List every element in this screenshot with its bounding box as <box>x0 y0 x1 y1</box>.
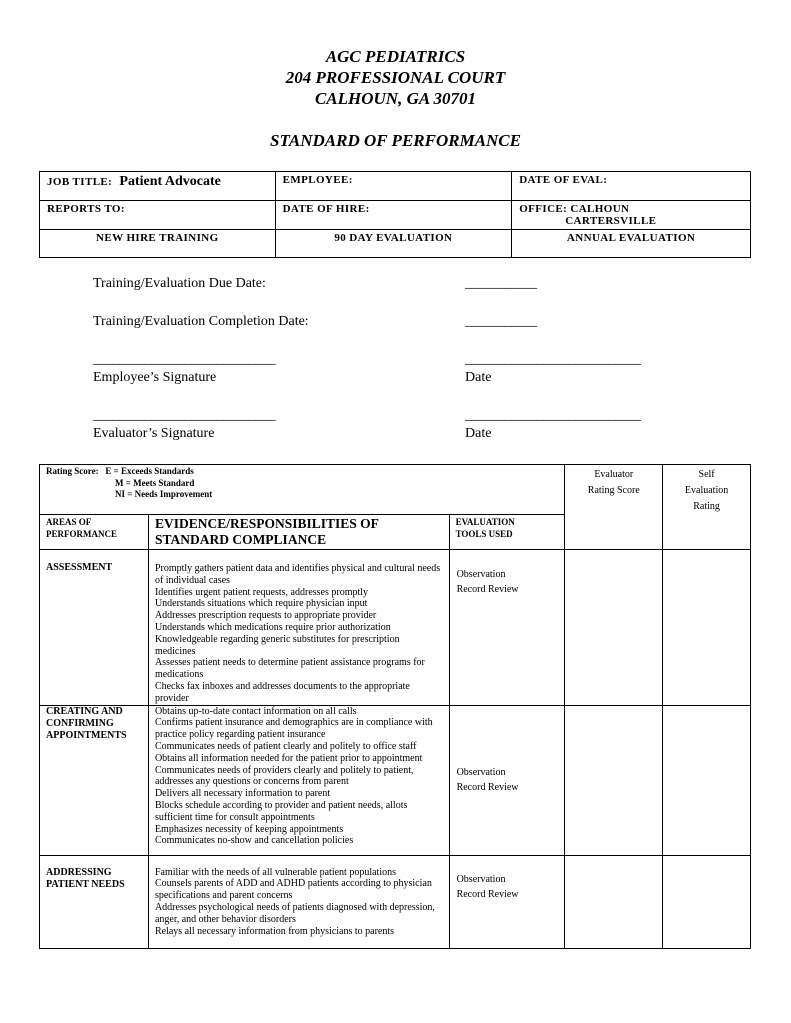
area-label: APPOINTMENTS <box>46 729 127 741</box>
rating-ni: NI = Needs Improvement <box>115 489 213 499</box>
employee-signature-label: Employee’s Signature <box>93 370 217 385</box>
evaluator-signature-line: ____________________________ <box>93 408 275 423</box>
section-row <box>40 705 751 855</box>
evaluator-date-label: Date <box>465 426 492 441</box>
area-label: ADDRESSING <box>46 866 112 878</box>
completion-date-label: Training/Evaluation Completion Date: <box>93 314 309 329</box>
evidence-item: Relays all necessary information from physicians to parents <box>154 925 395 937</box>
evidence-item: Checks fax inboxes and addresses documents to the appropriate provider <box>154 680 410 704</box>
ninety-day-evaluation: 90 DAY EVALUATION <box>275 230 512 258</box>
area-cell <box>40 550 149 706</box>
section-row <box>40 855 751 948</box>
self-rating-line3: Rating <box>693 501 720 512</box>
area-cell <box>40 705 149 855</box>
tool-record-review: Record Review <box>456 782 519 794</box>
completion-date-blank: ___________ <box>465 314 537 329</box>
employee-date-label: Date <box>465 370 492 385</box>
rating-m: M = Meets Standard <box>115 477 195 488</box>
evidence-item: Communicates needs of providers clearly and politely to patient, addresses any questions or concerns from parent <box>154 764 414 788</box>
rating-e: E = Exceeds Standards <box>105 466 194 476</box>
evidence-item: Confirms patient insurance and demographics are in compliance with practice policy regarding patient insurance <box>154 717 433 741</box>
areas-header-line2: PERFORMANCE <box>46 529 117 539</box>
tool-observation: Observation <box>456 569 506 580</box>
evidence-header-line2: STANDARD COMPLIANCE <box>154 532 327 547</box>
evidence-cell <box>148 550 449 706</box>
self-rating-cell[interactable] <box>663 705 751 855</box>
rating-legend <box>40 465 565 515</box>
office-cartersville: CARTERSVILLE <box>565 215 657 227</box>
date-of-hire-label: DATE OF HIRE: <box>282 203 370 215</box>
reports-to-label: REPORTS TO: <box>47 203 125 215</box>
evidence-item: Familiar with the needs of all vulnerable patient populations <box>154 866 396 878</box>
evidence-item: Understands situations which require physician input <box>154 598 368 610</box>
evidence-item: Identifies urgent patient requests, addresses promptly <box>154 586 369 598</box>
evidence-item: Addresses prescription requests to appropriate provider <box>154 610 377 622</box>
performance-table <box>39 464 751 949</box>
office-cell <box>512 201 751 230</box>
tool-observation: Observation <box>456 873 506 885</box>
evidence-item: Addresses psychological needs of patients diagnosed with depression, anger, and other behavior disorders <box>154 901 435 925</box>
date-of-eval-label: DATE OF EVAL: <box>519 174 608 186</box>
employee-signature-line: ____________________________ <box>93 352 275 367</box>
self-rating-line2: Evaluation <box>684 485 729 496</box>
office-label: OFFICE: CALHOUN <box>519 203 630 215</box>
job-title-label: JOB TITLE: <box>47 176 113 188</box>
company-city: CALHOUN, GA 30701 <box>314 89 477 108</box>
evidence-item: Counsels parents of ADD and ADHD patients according to physician specifications and parent concerns <box>154 878 432 902</box>
evaluator-rating-line1: Evaluator <box>594 469 634 480</box>
job-title-cell <box>40 172 276 201</box>
evidence-item: Understands which medications require prior authorization <box>154 621 391 633</box>
evidence-item: Assesses patient needs to determine patient assistance programs for medications <box>154 657 425 681</box>
evaluator-rating-cell[interactable] <box>565 855 663 948</box>
employee-date-line: ___________________________ <box>465 352 641 367</box>
evaluator-rating-cell[interactable] <box>565 550 663 706</box>
tools-cell <box>449 855 565 948</box>
company-address: 204 PROFESSIONAL COURT <box>285 68 506 87</box>
evidence-item: Knowledgeable regarding generic substitutes for prescription medicines <box>154 633 400 657</box>
due-date-blank: ___________ <box>465 276 537 291</box>
areas-header <box>40 515 149 550</box>
annual-evaluation: ANNUAL EVALUATION <box>512 230 751 258</box>
evidence-item: Communicates no-show and cancellation policies <box>154 835 354 847</box>
self-rating-cell[interactable] <box>663 855 751 948</box>
areas-header-line1: AREAS OF <box>46 517 92 527</box>
job-title-value: Patient Advocate <box>119 174 221 189</box>
new-hire-training: NEW HIRE TRAINING <box>40 230 276 258</box>
tools-header <box>449 515 565 550</box>
evidence-header-line1: EVIDENCE/RESPONSIBILITIES OF <box>154 516 379 531</box>
area-label: PATIENT NEEDS <box>46 878 125 890</box>
tool-record-review: Record Review <box>456 584 519 595</box>
employee-label: EMPLOYEE: <box>282 174 353 186</box>
tool-observation: Observation <box>456 767 506 779</box>
area-label: CREATING AND <box>46 705 123 717</box>
rating-score-label: Rating Score: <box>46 466 99 476</box>
area-cell <box>40 855 149 948</box>
tool-record-review: Record Review <box>456 888 519 900</box>
date-of-eval-cell <box>512 172 751 201</box>
evaluator-rating-header <box>565 465 663 550</box>
document-title: STANDARD OF PERFORMANCE <box>270 131 521 150</box>
due-date-label: Training/Evaluation Due Date: <box>93 276 266 291</box>
self-rating-line1: Self <box>698 469 715 480</box>
section-row <box>40 550 751 706</box>
evidence-item: Communicates needs of patient clearly and politely to office staff <box>154 740 417 752</box>
evaluator-rating-line2: Rating Score <box>587 485 640 496</box>
evidence-item: Blocks schedule according to provider and patient needs, allots sufficient time for consult appointments <box>154 799 408 823</box>
self-rating-header <box>663 465 751 550</box>
area-label: ASSESSMENT <box>46 562 113 573</box>
tools-cell <box>449 550 565 706</box>
evaluator-date-line: ___________________________ <box>465 408 641 423</box>
evidence-cell <box>148 705 449 855</box>
tools-header-line2: TOOLS USED <box>455 529 513 539</box>
evaluator-rating-cell[interactable] <box>565 705 663 855</box>
tools-cell <box>449 705 565 855</box>
evidence-item: Promptly gathers patient data and identifies physical and cultural needs of individual cases <box>154 563 441 586</box>
evaluator-signature-label: Evaluator’s Signature <box>93 426 215 441</box>
info-table <box>39 171 751 258</box>
self-rating-cell[interactable] <box>663 550 751 706</box>
date-of-hire-cell <box>275 201 512 230</box>
evidence-cell <box>148 855 449 948</box>
company-name: AGC PEDIATRICS <box>325 47 466 66</box>
evidence-item: Emphasizes necessity of keeping appointments <box>154 823 344 835</box>
area-label: CONFIRMING <box>46 717 114 729</box>
reports-to-cell <box>40 201 276 230</box>
employee-cell <box>275 172 512 201</box>
evidence-item: Obtains all information needed for the patient prior to appointment <box>154 752 423 764</box>
evidence-item: Delivers all necessary information to parent <box>154 788 331 800</box>
evidence-item: Obtains up-to-date contact information on all calls <box>154 705 357 717</box>
tools-header-line1: EVALUATION <box>455 517 515 527</box>
evidence-header <box>148 515 449 550</box>
